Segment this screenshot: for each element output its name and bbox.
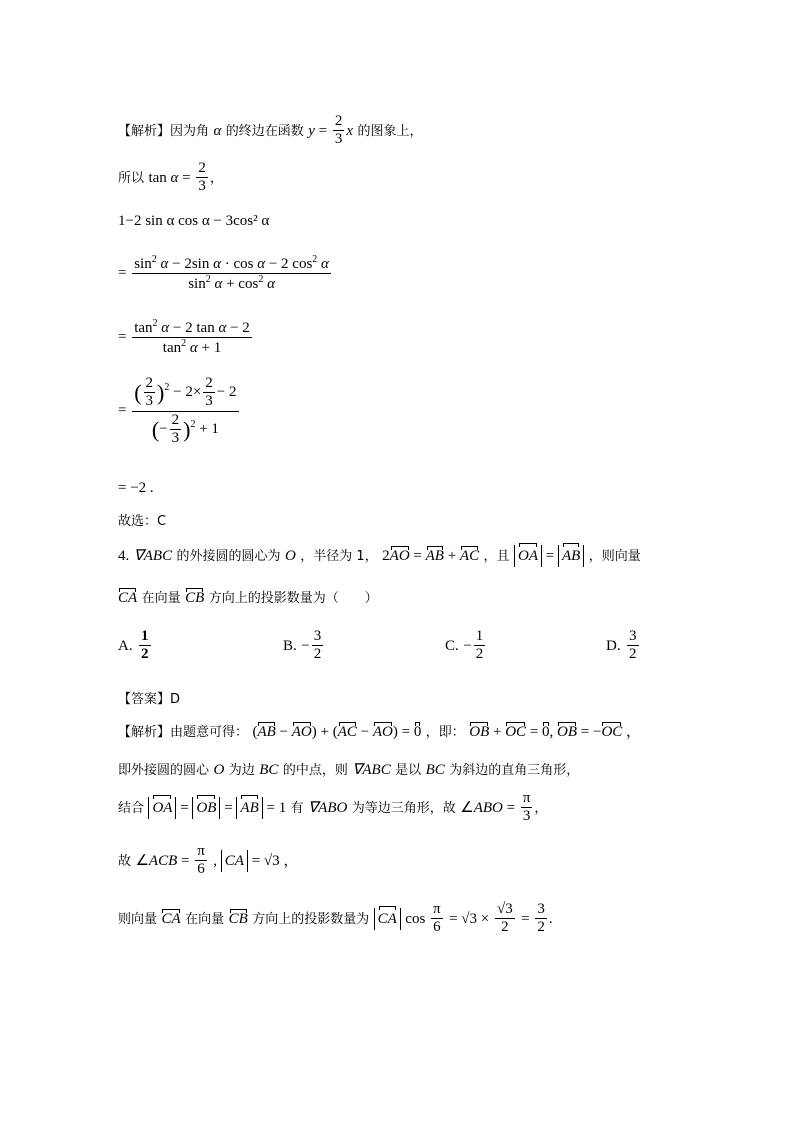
expression-step-0: 1−2 sin α cos α − 3cos² α — [118, 213, 270, 229]
expression-step-1: = $\frac{\sin^2 \alpha - 2\sin \alpha \cdot \cos \alpha - 2 \cos^2 \alpha}{\sin^2 \alpha + \cos^2 \alpha}$ — [118, 254, 329, 293]
tan-line: 所以 tan α = $\frac{2}{3}$ ， — [118, 160, 223, 195]
question-number: 4. — [118, 548, 130, 564]
analysis-line-1: 【解析】因为角 α 的终边在函数 y = $\frac{2}{3}$ x 的图象上， — [118, 113, 423, 148]
analysis-4-line-3: 结合 OA = OB = AB = 1 有 ∇ABO 为等边三角形，故 ∠ABO = $\frac{\pi}{3}$ ， — [118, 790, 548, 825]
expression-step-3: = ( $\frac{2}{3}$ )$^2$ − 2× $\frac{2}{3}$ − 2 (− $\frac{2}{3}$ )$^2$ + 1 — [118, 375, 237, 446]
question-4-line-1: 4. ∇ABC 的外接圆的圆心为 O ，半径为 1， 2AO = AB + AC ，且 OA = AB ，则向量 — [118, 545, 641, 567]
analysis-4-line-4: 故 ∠ACB = $\frac{\pi}{6}$ , CA = √3 ， — [118, 843, 299, 878]
fraction-2-3: $\frac{2}{3}$ — [198, 160, 206, 195]
analysis-4-line-5: 则向量 CA 在向量 CB 方向上的投影数量为 CA cos $\frac{\pi}{6}$ = √3 × $\frac{√3}{2}$ = $\frac{3}{2}$ . — [118, 901, 553, 936]
so-label: 所以 — [118, 170, 145, 186]
math-alpha: α — [213, 122, 222, 139]
math-y: y — [308, 122, 315, 139]
option-b: B. − $\frac{3}{2}$ — [283, 628, 322, 663]
choice-line: 故选：C — [118, 514, 167, 529]
analysis-text: 【解析】因为角 — [118, 123, 210, 139]
option-c: C. − $\frac{1}{2}$ — [445, 628, 484, 663]
option-d: D. $\frac{3}{2}$ — [606, 628, 637, 663]
analysis-text: 的图象上， — [357, 123, 423, 139]
final-result: = −2 . — [118, 480, 154, 496]
question-4-line-2: CA 在向量 CB 方向上的投影数量为（ ） — [118, 590, 378, 606]
analysis-text: 的终边在函数 — [225, 123, 304, 139]
analysis-4-line-2: 即外接圆的圆心 O 为边 BC 的中点，则 ∇ABC 是以 BC 为斜边的直角三角形， — [118, 762, 580, 778]
option-a: A. $\frac{1}{2}$ — [118, 628, 149, 663]
analysis-4-line-1: 【解析】由题意可得： (AB − AO) + (AC − AO) = 0 ，即： OB + OC = 0, OB = −OC ， — [118, 724, 642, 740]
answer-label: 【答案】D — [118, 692, 181, 707]
expression-step-2: = $\frac{\tan^2 \alpha - 2 \tan \alpha - 2}{\tan^2 \alpha + 1}$ — [118, 318, 250, 357]
fraction-2-3: $\frac{2}{3}$ — [334, 113, 343, 148]
